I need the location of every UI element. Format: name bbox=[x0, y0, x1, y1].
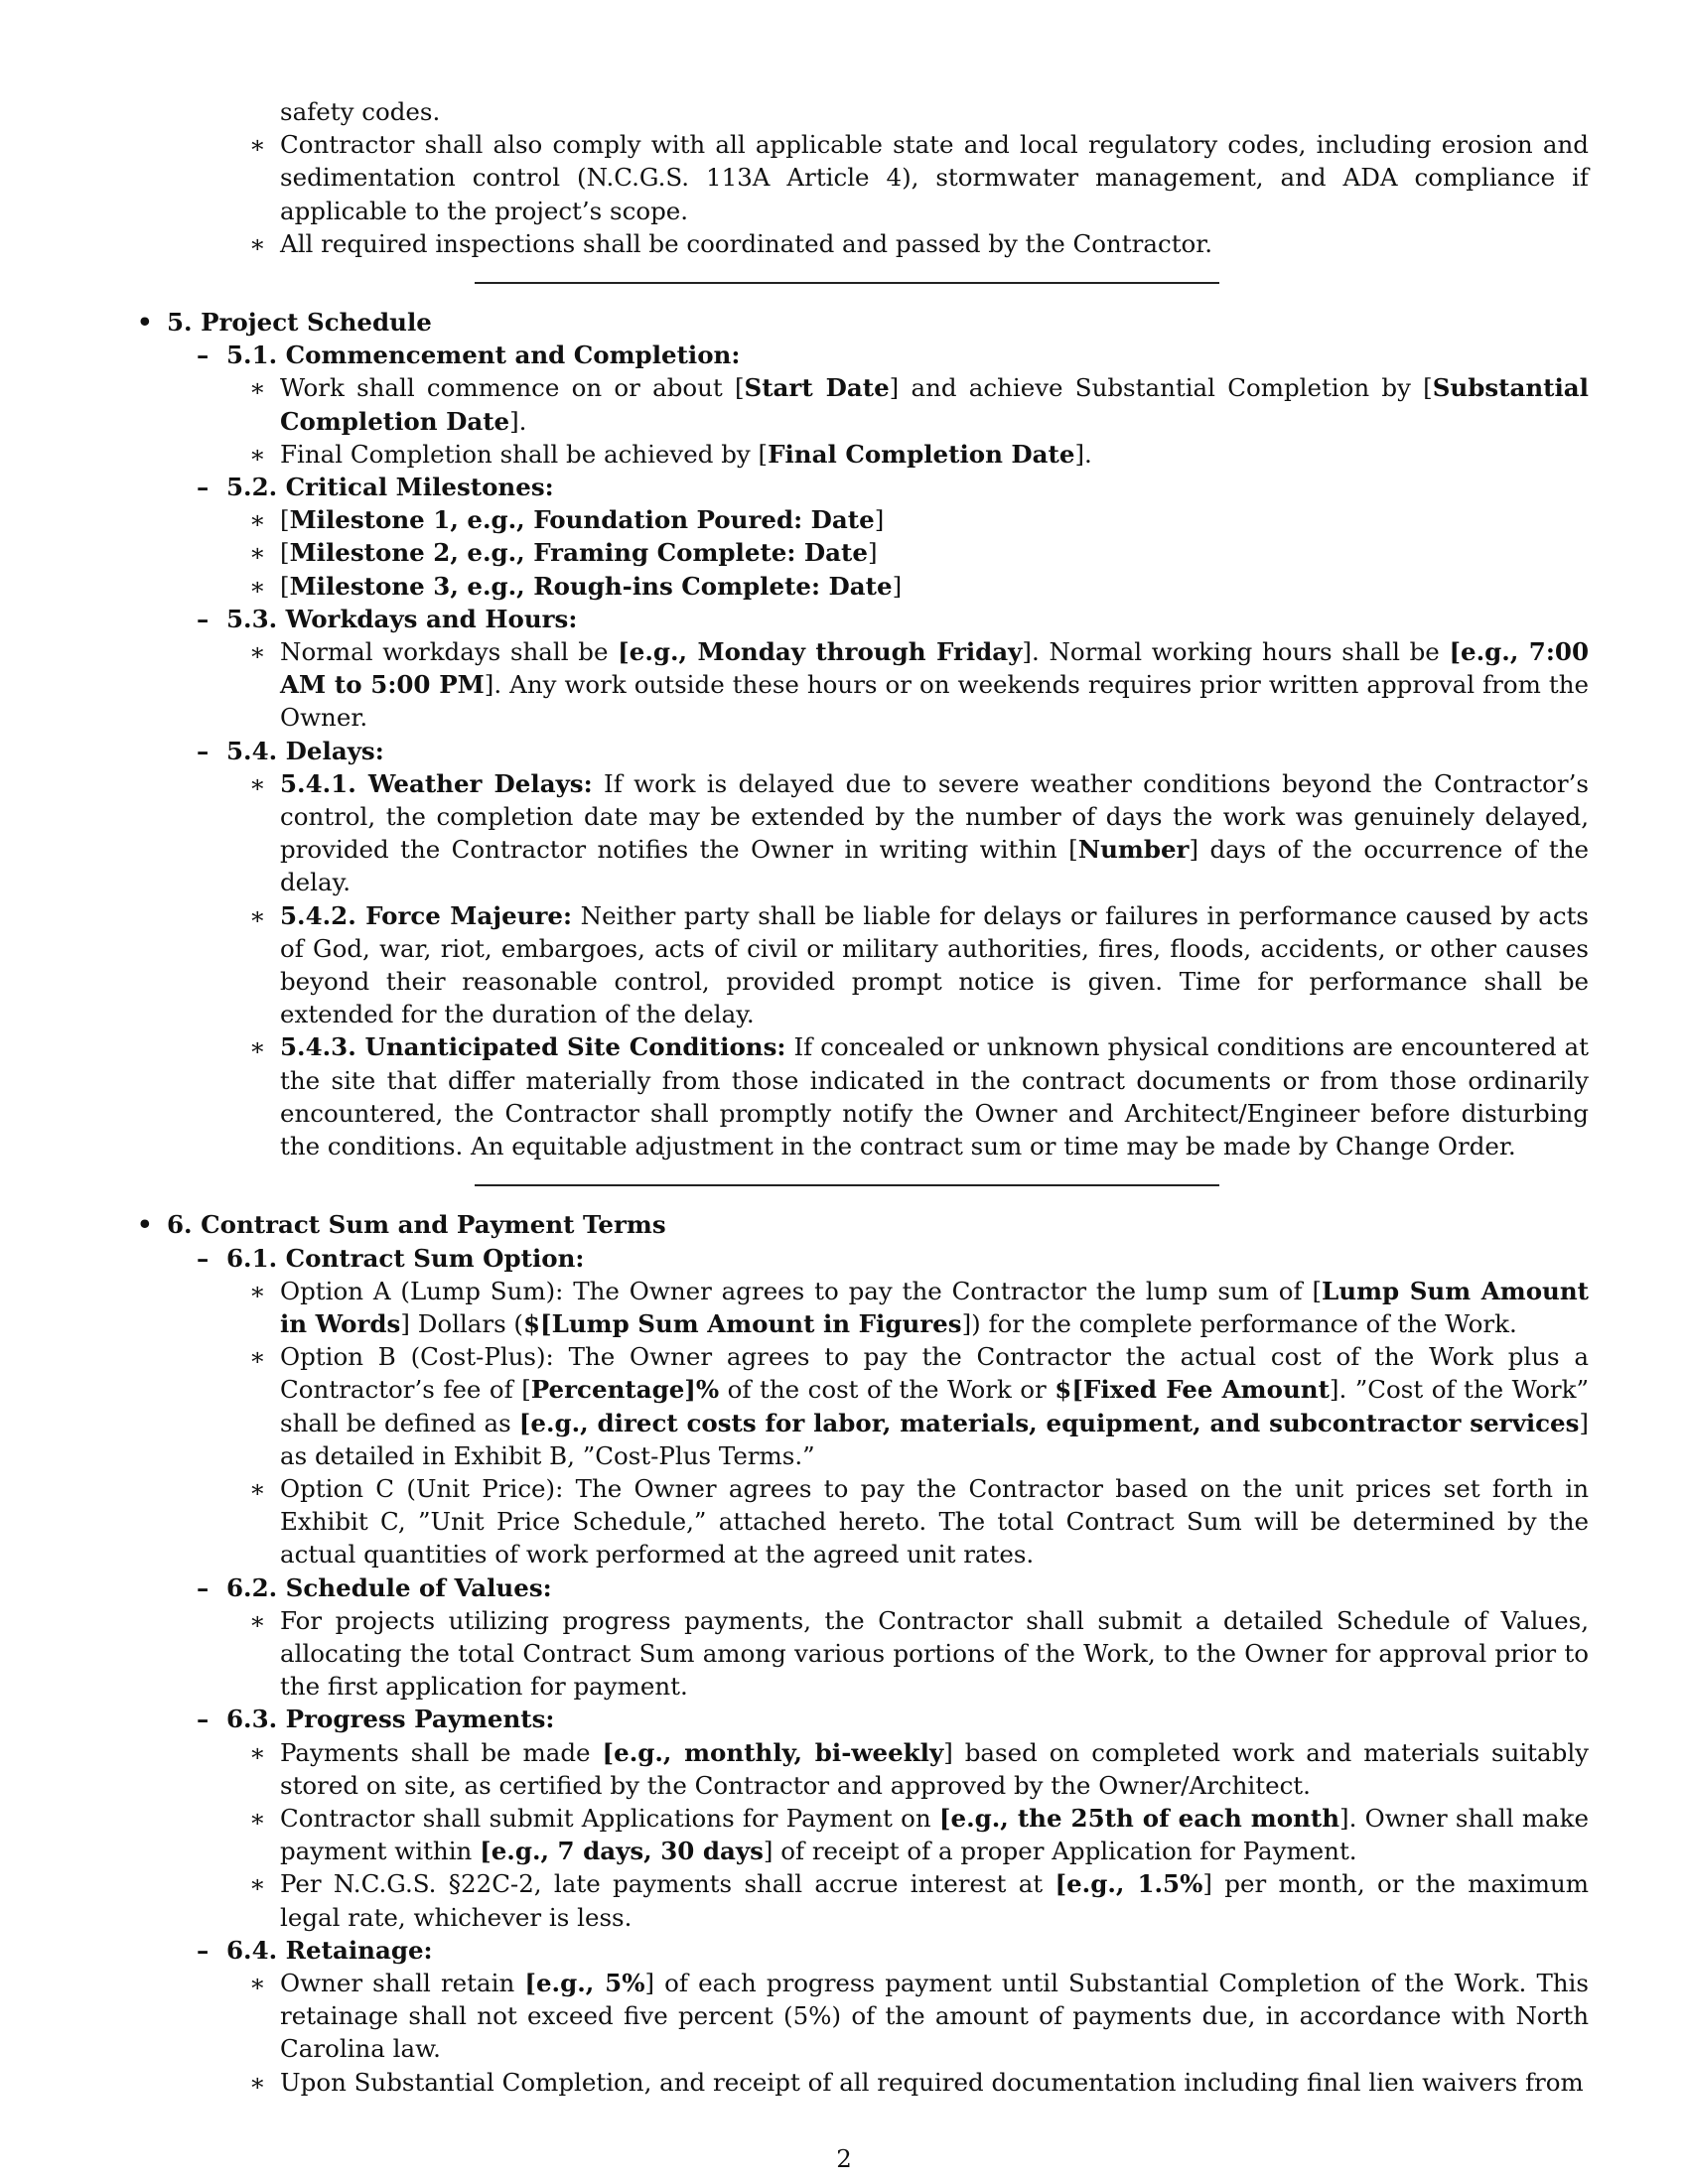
section-divider bbox=[475, 1184, 1219, 1186]
list-item: ∗ Contractor shall submit Applications for Payment on [e.g., the 25th of each month]. Owner shall make payment within [e.g., 7 days, 30 days] of receipt of a proper Application for Payment. bbox=[249, 1803, 1589, 1866]
milestone-item: ∗ [Milestone 2, e.g., Framing Complete: Date] bbox=[249, 538, 878, 568]
list-item: ∗ Final Completion shall be achieved by [Final Completion Date]. bbox=[249, 439, 1092, 469]
subsection-heading-6-1: – 6.1. Contract Sum Option: bbox=[197, 1243, 585, 1273]
subsection-heading-6-3: – 6.3. Progress Payments: bbox=[197, 1705, 555, 1734]
subsection-heading-5-4: – 5.4. Delays: bbox=[197, 736, 384, 765]
list-item: ∗ 5.4.2. Force Majeure: Neither party shall be liable for delays or failures in performance caused by acts of God, war, riot, embargoes, acts of civil or military authorities, fires, floods, accidents, or other causes beyond their reasonable control, provided prompt notice is given. Time for performance shall be extended for the duration of the delay. bbox=[249, 900, 1589, 1029]
list-item: ∗ Option A (Lump Sum): The Owner agrees to pay the Contractor the lump sum of [Lump Sum Amount in Words] Dollars ($[Lump Sum Amount in Figures]) for the complete performance of the Work. bbox=[249, 1276, 1589, 1338]
subsection-heading-5-2: – 5.2. Critical Milestones: bbox=[197, 473, 554, 502]
list-item: ∗ Contractor shall also comply with all applicable state and local regulatory codes, including erosion and sedimentation control (N.C.G.S. 113A Article 4), stormwater management, and ADA compliance if applicable to the project’s scope. bbox=[249, 130, 1589, 225]
subsection-heading-5-3: – 5.3. Workdays and Hours: bbox=[197, 604, 578, 633]
page-number: 2 bbox=[836, 2144, 852, 2173]
section-divider bbox=[475, 282, 1219, 284]
section-heading-5: • 5. Project Schedule bbox=[137, 308, 432, 338]
list-item: ∗ Upon Substantial Completion, and receipt of all required documentation including final lien waivers from bbox=[249, 2067, 1584, 2097]
milestone-item: ∗ [Milestone 3, e.g., Rough-ins Complete: Date] bbox=[249, 571, 903, 601]
list-item: ∗ Work shall commence on or about [Start Date] and achieve Substantial Completion by [Substantial Completion Date]. bbox=[249, 373, 1589, 436]
list-item: ∗ All required inspections shall be coordinated and passed by the Contractor. bbox=[249, 228, 1213, 258]
list-item: ∗ Per N.C.G.S. §22C-2, late payments shall accrue interest at [e.g., 1.5%] per month, or the maximum legal rate, whichever is less. bbox=[249, 1869, 1589, 1932]
subsection-heading-5-1: – 5.1. Commencement and Completion: bbox=[197, 341, 741, 370]
list-item: ∗ Option C (Unit Price): The Owner agrees to pay the Contractor based on the unit prices set forth in Exhibit C, ”Unit Price Schedule,” attached hereto. The total Contract Sum will be determined by the actual quantities of work performed at the agreed unit rates. bbox=[249, 1473, 1589, 1570]
list-item: ∗ 5.4.1. Weather Delays: If work is delayed due to severe weather conditions beyond the Contractor’s control, the completion date may be extended by the number of days the work was genuinely delayed, provided the Contractor notifies the Owner in writing within [Number] days of the occurrence of the delay. bbox=[249, 768, 1590, 897]
list-item: ∗ Normal workdays shall be [e.g., Monday through Friday]. Normal working hours shall be [e.g., 7:00 AM to 5:00 PM]. Any work outside these hours or on weekends requires prior written approval from the Owner. bbox=[249, 637, 1589, 733]
list-item: ∗ 5.4.3. Unanticipated Site Conditions: If concealed or unknown physical conditions are encountered at the site that differ materially from those indicated in the contract documents or from those ordinarily encountered, the Contractor shall promptly notify the Owner and Architect/Engineer before disturbing the conditions. An equitable adjustment in the contract sum or time may be made by Change Order. bbox=[249, 1032, 1589, 1161]
subsection-heading-6-2: – 6.2. Schedule of Values: bbox=[197, 1572, 552, 1602]
list-item: ∗ For projects utilizing progress payments, the Contractor shall submit a detailed Schedule of Values, allocating the total Contract Sum among various portions of the Work, to the Owner for approval prior to the first application for payment. bbox=[249, 1605, 1589, 1702]
subsection-heading-6-4: – 6.4. Retainage: bbox=[197, 1935, 433, 1965]
list-item: ∗ Payments shall be made [e.g., monthly, bi-weekly] based on completed work and materials suitably stored on site, as certified by the Contractor and approved by the Owner/Architect. bbox=[249, 1737, 1589, 1800]
document-body bbox=[137, 95, 1589, 2099]
list-item: ∗ Option B (Cost-Plus): The Owner agrees to pay the Contractor the actual cost of the Work plus a Contractor’s fee of [Percentage]% of the cost of the Work or $[Fixed Fee Amount]. ”Cost of the Work” shall be defined as [e.g., direct costs for labor, materials, equipment, and subcontractor services] as detailed in Exhibit B, ”Cost-Plus Terms.” bbox=[249, 1342, 1589, 1470]
continued-text: safety codes. bbox=[280, 97, 441, 126]
list-item: ∗ Owner shall retain [e.g., 5%] of each progress payment until Substantial Completion of the Work. This retainage shall not exceed five percent (5%) of the amount of payments due, in accordance with North Carolina law. bbox=[249, 1968, 1589, 2064]
section-heading-6: • 6. Contract Sum and Payment Terms bbox=[137, 1210, 666, 1240]
milestone-item: ∗ [Milestone 1, e.g., Foundation Poured: Date] bbox=[249, 505, 885, 535]
